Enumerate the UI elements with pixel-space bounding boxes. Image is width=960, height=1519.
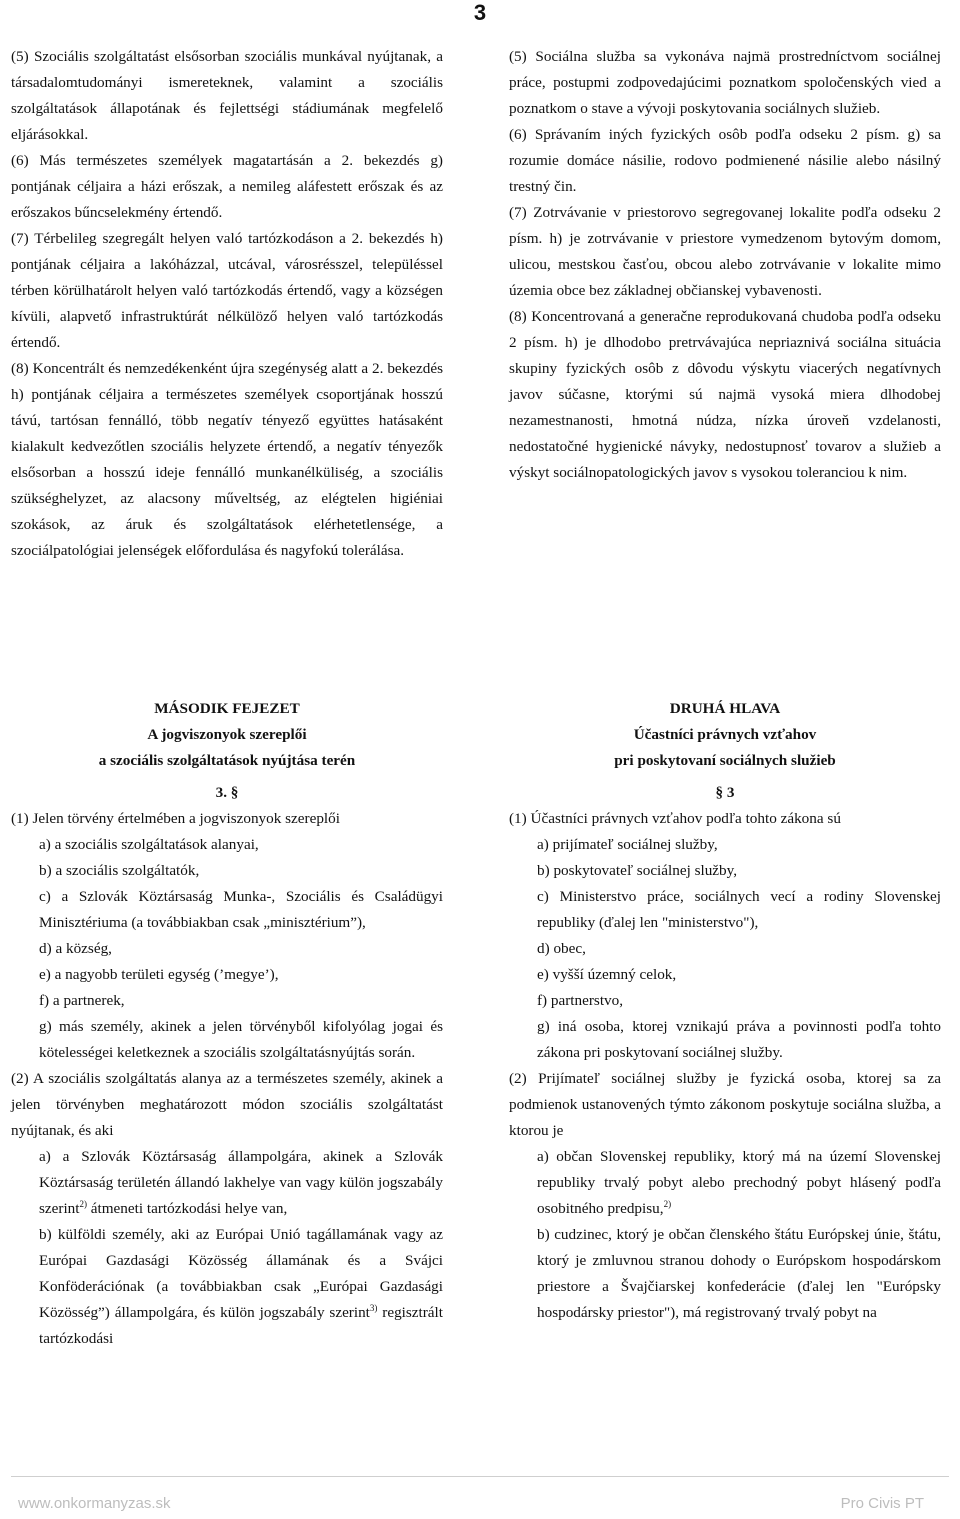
footer-website[interactable]: www.onkormanyzas.sk — [18, 1495, 171, 1512]
hu-intro-paragraphs — [11, 44, 443, 564]
sk-s1-intro: (1) Účastníci právnych vzťahov podľa tohto zákona sú — [509, 810, 841, 827]
hu-s2-item-a: a) a Szlovák Köztársaság állampolgára, akinek a Szlovák Köztársaság területén állandó lakhelye van vagy külön jogszabály szerint$^{2)}$ átmeneti tartózkodási helye van, — [39, 1148, 443, 1217]
hu-chapter-subtitle: a szociális szolgáltatások nyújtása terén — [98, 752, 356, 769]
hu-chapter-heading — [11, 696, 443, 774]
hu-s2-intro: (2) A szociális szolgáltatás alanya az a természetes személy, akinek a jelen törvényben meghatározott módon szociális szolgáltatást nyújtanak, és aki — [11, 1070, 443, 1139]
sk-section-title: § 3 — [715, 784, 735, 801]
sk-chapter-title: Účastníci právnych vzťahov — [633, 726, 817, 743]
sk-s1-item-b: b) poskytovateľ sociálnej služby, — [537, 862, 738, 879]
footer-divider — [11, 1476, 949, 1477]
sk-chapter-number: DRUHÁ HLAVA — [669, 700, 781, 717]
sk-chapter-heading — [509, 696, 941, 774]
hu-s1-item-a: a) a szociális szolgáltatások alanyai, — [39, 836, 259, 853]
sk-s1-item-c: c) Ministerstvo práce, sociálnych vecí a rodiny Slovenskej republiky (ďalej len "ministerstvo"), — [537, 888, 941, 931]
sk-s2-item-b: b) cudzinec, ktorý je občan členského štátu Európskej únie, štátu, ktorý je zmluvnou stranou dohody o Európskom hospodárskom priestore a Švajčiarskej konfederácie (ďalej len "Európsky hospodársky priestor"), má registrovaný trvalý pobyt na — [537, 1226, 941, 1321]
sk-s1-item-e: e) vyšší územný celok, — [537, 966, 677, 983]
hu-s1-intro: (1) Jelen törvény értelmében a jogviszonyok szereplői — [11, 810, 340, 827]
sk-paragraph-5: (5) Sociálna služba sa vykonáva najmä prostredníctvom sociálnej práce, postupmi zodpovedajúcimi poznatkom spoločenských vied a poznatkom o stave a vývoji poskytovania sociálnych služieb. — [509, 48, 941, 117]
sk-paragraph-8: (8) Koncentrovaná a generačne reprodukovaná chudoba podľa odseku 2 písm. h) je dlhodobo pretrvávajúca nepriaznivá sociálna situácia skupiny fyzických osôb z dôvodu výskytu viacerých negatívnych javov súčasne, ktorými sú najmä vysoká miera dlhodobej nezamestnanosti, hmotná núdza, nízka úroveň vzdelanosti, nedostatočné hygienické návyky, nedostupnosť tovarov a služieb a výskyt sociálnopatologických javov s vysokou toleranciou k nim. — [509, 308, 941, 481]
footer-publisher: Pro Civis PT — [840, 1495, 924, 1512]
hu-s1-item-b: b) a szociális szolgáltatók, — [39, 862, 200, 879]
sk-paragraph-6: (6) Správaním iných fyzických osôb podľa odseku 2 písm. g) sa rozumie domáce násilie, rodovo podmienené násilie alebo násilný trestný čin. — [509, 126, 941, 195]
sk-s1-item-a: a) prijímateľ sociálnej služby, — [537, 836, 718, 853]
hu-s1-item-e: e) a nagyobb területi egység (’megye’), — [39, 966, 279, 983]
footnote-ref-2: 2) — [663, 1198, 672, 1209]
sk-s1-item-d: d) obec, — [537, 940, 586, 957]
hu-chapter-title: A jogviszonyok szereplői — [147, 726, 307, 743]
hu-section-3 — [11, 780, 443, 1352]
sk-paragraph-7: (7) Zotrvávanie v priestorovo segregovanej lokalite podľa odseku 2 písm. h) je zotrvávanie v priestore vymedzenom bytovým domom, ulicou, mestskou časťou, obcou alebo zotrvávanie v lokalite mimo územia obce bez základnej občianskej vybavenosti. — [509, 204, 941, 299]
sk-chapter-subtitle: pri poskytovaní sociálnych služieb — [614, 752, 836, 769]
page-number: 3 — [473, 0, 487, 25]
hu-paragraph-6: (6) Más természetes személyek magatartásán a 2. bekezdés g) pontjának céljaira a házi erőszak, a nemileg aláfestett erőszak és az erőszakos bűncselekmény értendő. — [11, 152, 443, 221]
hu-chapter-number: MÁSODIK FEJEZET — [154, 700, 300, 717]
sk-intro-paragraphs — [509, 44, 941, 486]
hu-s1-item-g: g) más személy, akinek a jelen törvényből kifolyólag jogai és kötelességei keletkeznek a szociális szolgáltatásnyújtás során. — [39, 1018, 443, 1061]
sk-s1-item-f: f) partnerstvo, — [537, 992, 624, 1009]
hu-s1-item-c: c) a Szlovák Köztársaság Munka-, Szociális és Családügyi Minisztériuma (a továbbiakban csak „minisztérium”), — [39, 888, 443, 931]
hu-s1-item-d: d) a község, — [39, 940, 112, 957]
hu-s1-item-f: f) a partnerek, — [39, 992, 125, 1009]
sk-section-3 — [509, 780, 941, 1326]
hu-paragraph-5: (5) Szociális szolgáltatást elsősorban szociális munkával nyújtanak, a társadalomtudományi ismereteknek, valamint a szociális szolgáltatások állapotának és fejlettségi stádiumának megfelelő eljárásokkal. — [11, 48, 443, 143]
hu-paragraph-8: (8) Koncentrált és nemzedékenként újra szegénység alatt a 2. bekezdés h) pontjának céljaira a természetes személyek csoportjának hosszú távú, tartósan fennálló, több negatív tényező együttes hatásaként kialakult kedvezőtlen szociális helyzete értendő, a negatív tényezők elsősorban a hosszú ideje fennálló munkanélküliség, a szociális szükséghelyzet, az alacsony műveltség, az elégtelen higiéniai szokások, az áruk és szolgáltatások elérhetetlensége, a szociálpatológiai jelenségek előfordulása és nagyfokú tolerálása. — [11, 360, 443, 559]
sk-s2-intro: (2) Prijímateľ sociálnej služby je fyzická osoba, ktorej sa za podmienok ustanovených týmto zákonom poskytuje sociálna služba, a ktorou je — [509, 1070, 941, 1139]
hu-s2-item-b: b) külföldi személy, aki az Európai Unió tagállamának vagy az Európai Gazdasági Közösség államának és a Svájci Konföderációnak (a továbbiakban csak „Európai Gazdasági Közösség”) állampolgára, és külön jogszabály szerint$^{3)}$ regisztrált tartózkodási — [39, 1226, 443, 1347]
sk-s1-item-g: g) iná osoba, ktorej vznikajú práva a povinnosti podľa tohto zákona pri poskytovaní sociálnej služby. — [537, 1018, 941, 1061]
sk-s2-item-a: a) občan Slovenskej republiky, ktorý má na území Slovenskej republiky trvalý pobyt alebo prechodný pobyt hlásený podľa osobitného predpisu,$^{2)}$ — [537, 1148, 941, 1217]
footnote-ref-2: 2) — [79, 1198, 87, 1209]
hu-section-title: 3. § — [215, 784, 239, 801]
footnote-ref-3: 3) — [369, 1302, 378, 1313]
hu-paragraph-7: (7) Térbelileg szegregált helyen való tartózkodáson a 2. bekezdés h) pontjának céljaira a lakóházzal, utcával, városrésszel, településsel térben körülhatárolt helyen való tartózkodás értendő, vagy a községen kívüli, alapvető infrastruktúrát nélkülöző helyen való tartózkodás értendő. — [11, 230, 443, 351]
